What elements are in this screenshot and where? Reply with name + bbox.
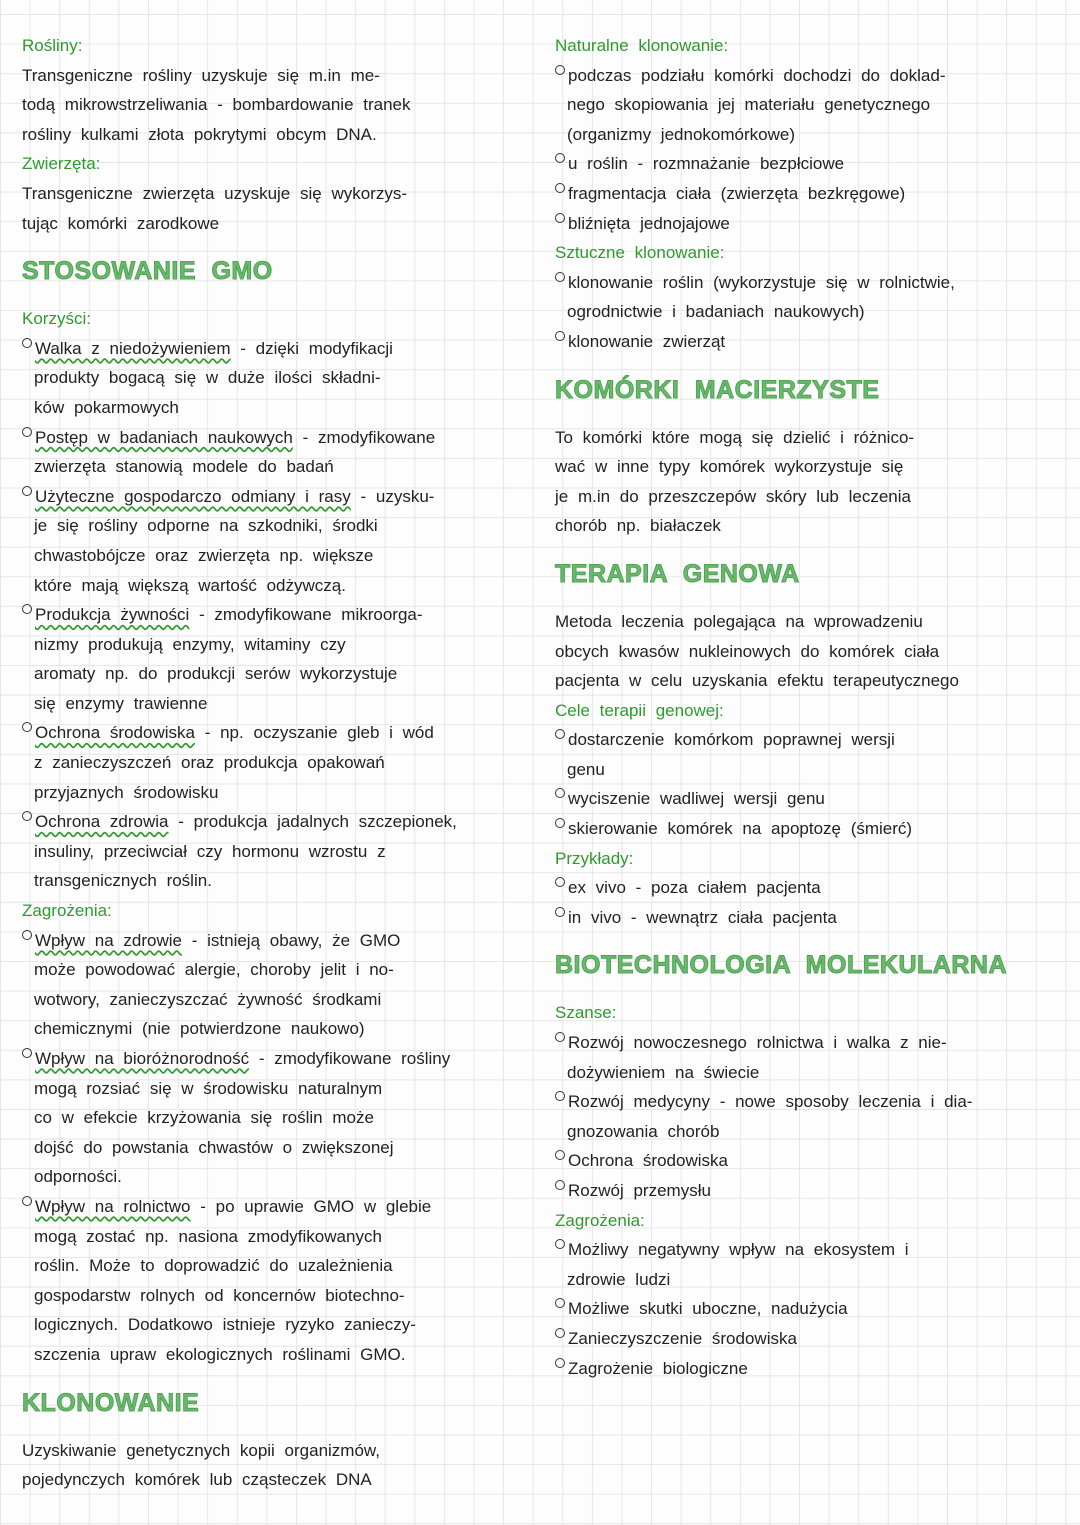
bullet-item <box>22 807 527 837</box>
text-line <box>555 755 1070 785</box>
bullet-icon <box>555 1298 565 1308</box>
line-text: Zwierzęta: <box>22 154 101 174</box>
line-text: podczas podziału komórki dochodzi do doklad- <box>568 65 946 85</box>
line-text: transgenicznych roślin. <box>34 871 212 891</box>
text-line <box>22 1310 527 1340</box>
line-text: klonowanie roślin (wykorzystuje się w rolnictwie, <box>568 272 955 292</box>
text-line <box>22 1340 527 1370</box>
bullet-item <box>555 1354 1070 1384</box>
bullet-icon <box>555 65 565 75</box>
bullet-item <box>22 482 527 512</box>
line-text: - dzięki modyfikacji <box>240 338 393 358</box>
text-line <box>22 393 527 423</box>
underlined-term: Wpływ na zdrowie <box>35 930 182 950</box>
line-text: Transgeniczne rośliny uzyskuje się m.in me- <box>22 65 380 85</box>
text-line <box>555 637 1070 667</box>
line-text: skierowanie komórek na apoptozę (śmierć) <box>568 819 913 839</box>
text-line <box>22 1251 527 1281</box>
text-line <box>22 1222 527 1252</box>
bullet-icon <box>555 331 565 341</box>
text-line <box>555 1265 1070 1295</box>
line-text: BIOTECHNOLOGIA MOLEKULARNA <box>555 951 1007 980</box>
line-text: KOMÓRKI MACIERZYSTE <box>555 375 880 404</box>
bullet-icon <box>22 1048 32 1058</box>
line-text: To komórki które mogą się dzielić i różnico- <box>555 427 915 447</box>
bullet-item <box>555 179 1070 209</box>
line-text: Zagrożenie biologiczne <box>568 1358 748 1378</box>
bullet-item <box>555 903 1070 933</box>
bullet-item <box>22 1192 527 1222</box>
bullet-item <box>555 873 1070 903</box>
section-heading <box>22 1370 527 1436</box>
bullet-item <box>555 1146 1070 1176</box>
bullet-item <box>555 209 1070 239</box>
subheading <box>555 696 1070 726</box>
text-line <box>22 1014 527 1044</box>
bullet-icon <box>22 486 32 496</box>
bullet-item <box>555 1324 1070 1354</box>
text-line <box>555 452 1070 482</box>
line-text: Sztuczne klonowanie: <box>555 243 725 263</box>
line-text: todą mikrowstrzeliwania - bombardowanie tranek <box>22 95 411 115</box>
line-text: mogą zostać np. nasiona zmodyfikowanych <box>34 1226 382 1246</box>
subheading <box>555 844 1070 874</box>
line-text: insuliny, przeciwciał czy hormonu wzrostu z <box>34 841 386 861</box>
section-heading <box>555 932 1070 998</box>
bullet-icon <box>22 811 32 821</box>
text-line <box>22 866 527 896</box>
line-text: nizmy produkują enzymy, witaminy czy <box>34 634 346 654</box>
underlined-term: Ochrona środowiska <box>35 723 195 743</box>
line-text: ków pokarmowych <box>34 397 179 417</box>
line-text: chwastobójcze oraz zwierzęta np. większe <box>34 545 374 565</box>
bullet-item <box>22 600 527 630</box>
line-text: Rozwój medycyny - nowe sposoby leczenia i dia- <box>568 1092 973 1112</box>
text-line <box>555 482 1070 512</box>
bullet-icon <box>22 722 32 732</box>
section-heading <box>555 357 1070 423</box>
bullet-icon <box>555 877 565 887</box>
line-text: u roślin - rozmnażanie bezpłciowe <box>568 154 845 174</box>
bullet-item <box>555 814 1070 844</box>
bullet-icon <box>555 788 565 798</box>
bullet-item <box>555 1235 1070 1265</box>
bullet-item <box>555 61 1070 91</box>
text-line <box>22 541 527 571</box>
text-line <box>555 511 1070 541</box>
line-text: klonowanie zwierząt <box>568 331 726 351</box>
line-text: dożywieniem na świecie <box>567 1062 760 1082</box>
bullet-item <box>555 725 1070 755</box>
line-text: wać w inne typy komórek wykorzystuje się <box>555 457 904 477</box>
bullet-icon <box>555 213 565 223</box>
text-line <box>22 1074 527 1104</box>
line-text: je się rośliny odporne na szkodniki, środki <box>34 516 378 536</box>
line-text: (organizmy jednokomórkowe) <box>567 124 795 144</box>
line-text: - istnieją obawy, że GMO <box>191 930 401 950</box>
line-text: zdrowie ludzi <box>567 1269 671 1289</box>
line-text: - zmodyfikowane rośliny <box>258 1049 451 1068</box>
bullet-icon <box>555 272 565 282</box>
line-text: może powodować alergie, choroby jelit i no- <box>34 960 394 980</box>
text-line <box>22 1436 527 1466</box>
bullet-icon <box>22 338 32 348</box>
subheading <box>555 998 1070 1028</box>
line-text: Zagrożenia: <box>555 1210 645 1230</box>
subheading <box>555 238 1070 268</box>
bullet-item <box>555 149 1070 179</box>
bullet-item <box>555 1028 1070 1058</box>
text-line <box>555 297 1070 327</box>
line-text: Korzyści: <box>22 309 91 329</box>
line-text: dojść do powstania chwastów o zwiększonej <box>34 1137 394 1157</box>
bullet-item <box>22 718 527 748</box>
line-text: bliźnięta jednojajowe <box>568 213 730 233</box>
line-text: chemicznymi (nie potwierdzone naukowo) <box>34 1019 365 1039</box>
text-line <box>22 689 527 719</box>
subheading <box>22 149 527 179</box>
section-heading <box>22 238 527 304</box>
bullet-icon <box>22 604 32 614</box>
text-line <box>22 955 527 985</box>
line-text: Możliwe skutki uboczne, nadużycia <box>568 1299 848 1319</box>
text-line <box>22 452 527 482</box>
bullet-icon <box>555 1150 565 1160</box>
underlined-term: Ochrona zdrowia <box>35 812 169 832</box>
line-text: obcych kwasów nukleinowych do komórek ciała <box>555 641 940 661</box>
bullet-icon <box>555 818 565 828</box>
bullet-icon <box>555 1328 565 1338</box>
text-line <box>22 1133 527 1163</box>
text-line <box>22 1281 527 1311</box>
bullet-icon <box>555 183 565 193</box>
line-text: STOSOWANIE GMO <box>22 257 273 286</box>
bullet-item <box>555 268 1070 298</box>
text-line <box>555 90 1070 120</box>
line-text: z zanieczyszczeń oraz produkcja opakowań <box>34 753 385 773</box>
text-line <box>555 666 1070 696</box>
text-line <box>22 1465 527 1495</box>
bullet-icon <box>22 1196 32 1206</box>
line-text: Rozwój nowoczesnego rolnictwa i walka z nie- <box>568 1033 947 1053</box>
line-text: Cele terapii genowej: <box>555 700 724 720</box>
line-text: Zanieczyszczenie środowiska <box>568 1328 797 1348</box>
line-text: Przykłady: <box>555 848 634 868</box>
line-text: ogrodnictwie i badaniach naukowych) <box>567 302 865 322</box>
line-text: produkty bogacą się w duże ilości składni- <box>34 368 381 388</box>
line-text: Możliwy negatywny wpływ na ekosystem i <box>568 1240 909 1260</box>
bullet-icon <box>555 907 565 917</box>
line-text: roślin. Może to doprowadzić do uzależnienia <box>34 1256 393 1276</box>
text-line <box>22 90 527 120</box>
subheading <box>22 896 527 926</box>
line-text: mogą rozsiać się w środowisku naturalnym <box>34 1078 383 1098</box>
underlined-term: Produkcja żywności <box>35 605 190 625</box>
text-line <box>22 1162 527 1192</box>
line-text: co w efekcie krzyżowania się roślin może <box>34 1108 374 1128</box>
bullet-item <box>22 334 527 364</box>
line-text: odporności. <box>34 1167 122 1187</box>
line-text: aromaty np. do produkcji serów wykorzystuje <box>34 664 398 684</box>
line-text: Szanse: <box>555 1003 617 1023</box>
line-text: zwierzęta stanowią modele do badań <box>34 457 334 477</box>
bullet-item <box>22 1044 527 1074</box>
line-text: je m.in do przeszczepów skóry lub leczenia <box>555 486 911 506</box>
left-column <box>22 31 527 1495</box>
bullet-icon <box>22 427 32 437</box>
text-line <box>22 511 527 541</box>
text-line <box>22 778 527 808</box>
line-text: gospodarstw rolnych od koncernów biotechno- <box>34 1285 405 1305</box>
line-text: Transgeniczne zwierzęta uzyskuje się wykorzys- <box>22 183 407 203</box>
text-line <box>555 1117 1070 1147</box>
line-text: logicznych. Dodatkowo istnieje ryzyko zanieczy- <box>34 1315 416 1335</box>
line-text: chorób np. białaczek <box>555 516 721 536</box>
line-text: - uzysku- <box>360 486 435 506</box>
underlined-term: Wpływ na rolnictwo <box>35 1196 191 1216</box>
line-text: pacjenta w celu uzyskania efektu terapeutycznego <box>555 671 959 691</box>
bullet-icon <box>22 930 32 940</box>
line-text: które mają większą wartość odżywczą. <box>34 575 346 595</box>
text-line <box>555 423 1070 453</box>
line-text: fragmentacja ciała (zwierzęta bezkręgowe) <box>568 183 906 203</box>
right-column <box>555 31 1070 1383</box>
line-text: nego skopiowania jej materiału genetycznego <box>567 95 931 115</box>
text-line <box>22 61 527 91</box>
line-text: - po uprawie GMO w glebie <box>200 1196 432 1216</box>
bullet-item <box>22 423 527 453</box>
line-text: Rośliny: <box>22 36 83 55</box>
underlined-term: Postęp w badaniach naukowych <box>35 427 293 447</box>
line-text: Zagrożenia: <box>22 901 112 921</box>
bullet-item <box>555 784 1070 814</box>
text-line <box>22 179 527 209</box>
text-line <box>22 837 527 867</box>
line-text: się enzymy trawienne <box>34 693 208 713</box>
line-text: TERAPIA GENOWA <box>555 559 800 588</box>
text-line <box>22 571 527 601</box>
underlined-term: Użyteczne gospodarczo odmiany i rasy <box>35 486 351 506</box>
text-line <box>22 748 527 778</box>
line-text: - zmodyfikowane mikroorga- <box>199 605 423 625</box>
bullet-item <box>555 1087 1070 1117</box>
section-heading <box>555 541 1070 607</box>
underlined-term: Wpływ na bioróżnorodność <box>35 1049 250 1068</box>
bullet-item <box>555 1176 1070 1206</box>
line-text: Ochrona środowiska <box>568 1151 728 1171</box>
line-text: tując komórki zarodkowe <box>22 213 220 233</box>
text-line <box>22 1103 527 1133</box>
line-text: ex vivo - poza ciałem pacjenta <box>568 878 821 898</box>
bullet-icon <box>555 153 565 163</box>
line-text: in vivo - wewnątrz ciała pacjenta <box>568 907 837 927</box>
line-text: - np. oczyszanie gleb i wód <box>204 723 434 743</box>
line-text: gnozowania chorób <box>567 1121 720 1141</box>
subheading <box>555 1206 1070 1236</box>
text-line <box>555 120 1070 150</box>
line-text: dostarczenie komórkom poprawnej wersji <box>568 730 895 750</box>
line-text: Metoda leczenia polegająca na wprowadzeniu <box>555 611 923 631</box>
line-text: Rozwój przemysłu <box>568 1181 711 1200</box>
line-text: wyciszenie wadliwej wersji genu <box>568 789 825 809</box>
text-line <box>555 1058 1070 1088</box>
line-text: genu <box>567 759 605 779</box>
line-text: - produkcja jadalnych szczepionek, <box>178 812 457 832</box>
text-line <box>22 120 527 150</box>
line-text: szczenia upraw ekologicznych roślinami GMO. <box>34 1344 406 1364</box>
text-line <box>555 607 1070 637</box>
line-text: pojedynczych komórek lub cząsteczek DNA <box>22 1470 372 1490</box>
bullet-icon <box>555 1091 565 1101</box>
subheading <box>22 31 527 61</box>
line-text: wotwory, zanieczyszczać żywność środkami <box>34 989 382 1009</box>
bullet-icon <box>555 1358 565 1368</box>
bullet-item <box>22 926 527 956</box>
bullet-item <box>555 327 1070 357</box>
line-text: KLONOWANIE <box>22 1388 200 1417</box>
bullet-icon <box>555 729 565 739</box>
bullet-icon <box>555 1239 565 1249</box>
text-line <box>22 630 527 660</box>
text-line <box>22 209 527 239</box>
text-line <box>22 659 527 689</box>
line-text: rośliny kulkami złota pokrytymi obcym DNA. <box>22 124 377 144</box>
line-text: Naturalne klonowanie: <box>555 36 729 55</box>
subheading <box>555 31 1070 61</box>
text-line <box>22 985 527 1015</box>
underlined-term: Walka z niedożywieniem <box>35 338 231 358</box>
line-text: - zmodyfikowane <box>302 427 436 447</box>
bullet-icon <box>555 1180 565 1190</box>
text-line <box>22 363 527 393</box>
bullet-icon <box>555 1032 565 1042</box>
bullet-item <box>555 1294 1070 1324</box>
subheading <box>22 304 527 334</box>
line-text: Uzyskiwanie genetycznych kopii organizmów, <box>22 1440 380 1460</box>
line-text: przyjaznych środowisku <box>34 782 219 802</box>
